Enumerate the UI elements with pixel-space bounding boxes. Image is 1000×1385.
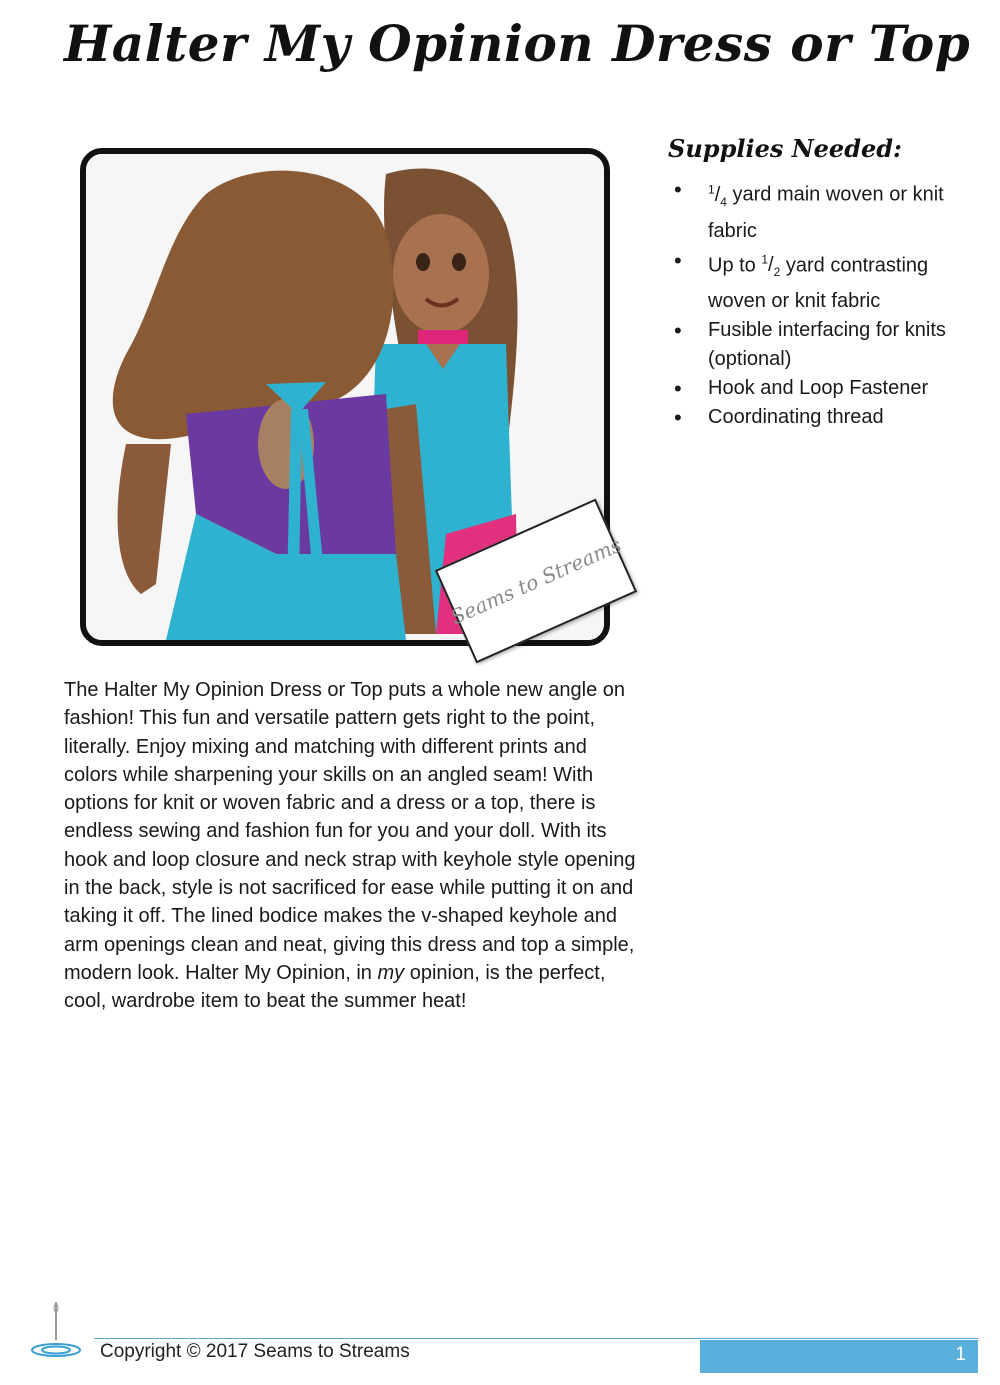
list-item: • Fusible interfacing for knits (optional) <box>668 316 978 374</box>
supplies-list <box>668 175 978 432</box>
list-item: • Coordinating thread <box>668 403 978 432</box>
description-paragraph: The Halter My Opinion Dress or Top puts a whole new angle on fashion! This fun and versatile pattern gets right to the point, literally. Enjoy mixing and matching with different prints and colors while sharpening your skills on an angled seam! With options for knit or woven fabric and a dress or a top, there is endless sewing and fashion fun for you and your doll. With its hook and loop closure and neck strap with keyhole style opening in the back, style is not sacrificed for ease while putting it on and taking it off. The lined bodice makes the v-shaped keyhole and arm openings clean and neat, giving this dress and top a simple, modern look. Halter My Opinion, in my opinion, is the perfect, cool, wardrobe item to beat the summer heat! <box>64 679 636 1013</box>
page-number: 1 <box>955 1344 966 1365</box>
list-item: • Up to $^1/_2$ yard contrasting woven or knit fabric <box>668 246 978 317</box>
footer-divider <box>94 1338 978 1339</box>
page-title: Halter My Opinion Dress or Top <box>64 14 971 73</box>
needle-drop-icon <box>28 1300 84 1362</box>
copyright-text: Copyright © 2017 Seams to Streams <box>100 1341 410 1362</box>
logo-text: Seams to Streams <box>447 532 625 630</box>
list-item: • Hook and Loop Fastener <box>668 374 978 403</box>
page-number-box <box>700 1340 978 1373</box>
list-item: • $^1/_4$ yard main woven or knit fabric <box>668 175 978 246</box>
supplies-heading: Supplies Needed: <box>668 134 902 163</box>
supplies-section <box>668 134 978 432</box>
